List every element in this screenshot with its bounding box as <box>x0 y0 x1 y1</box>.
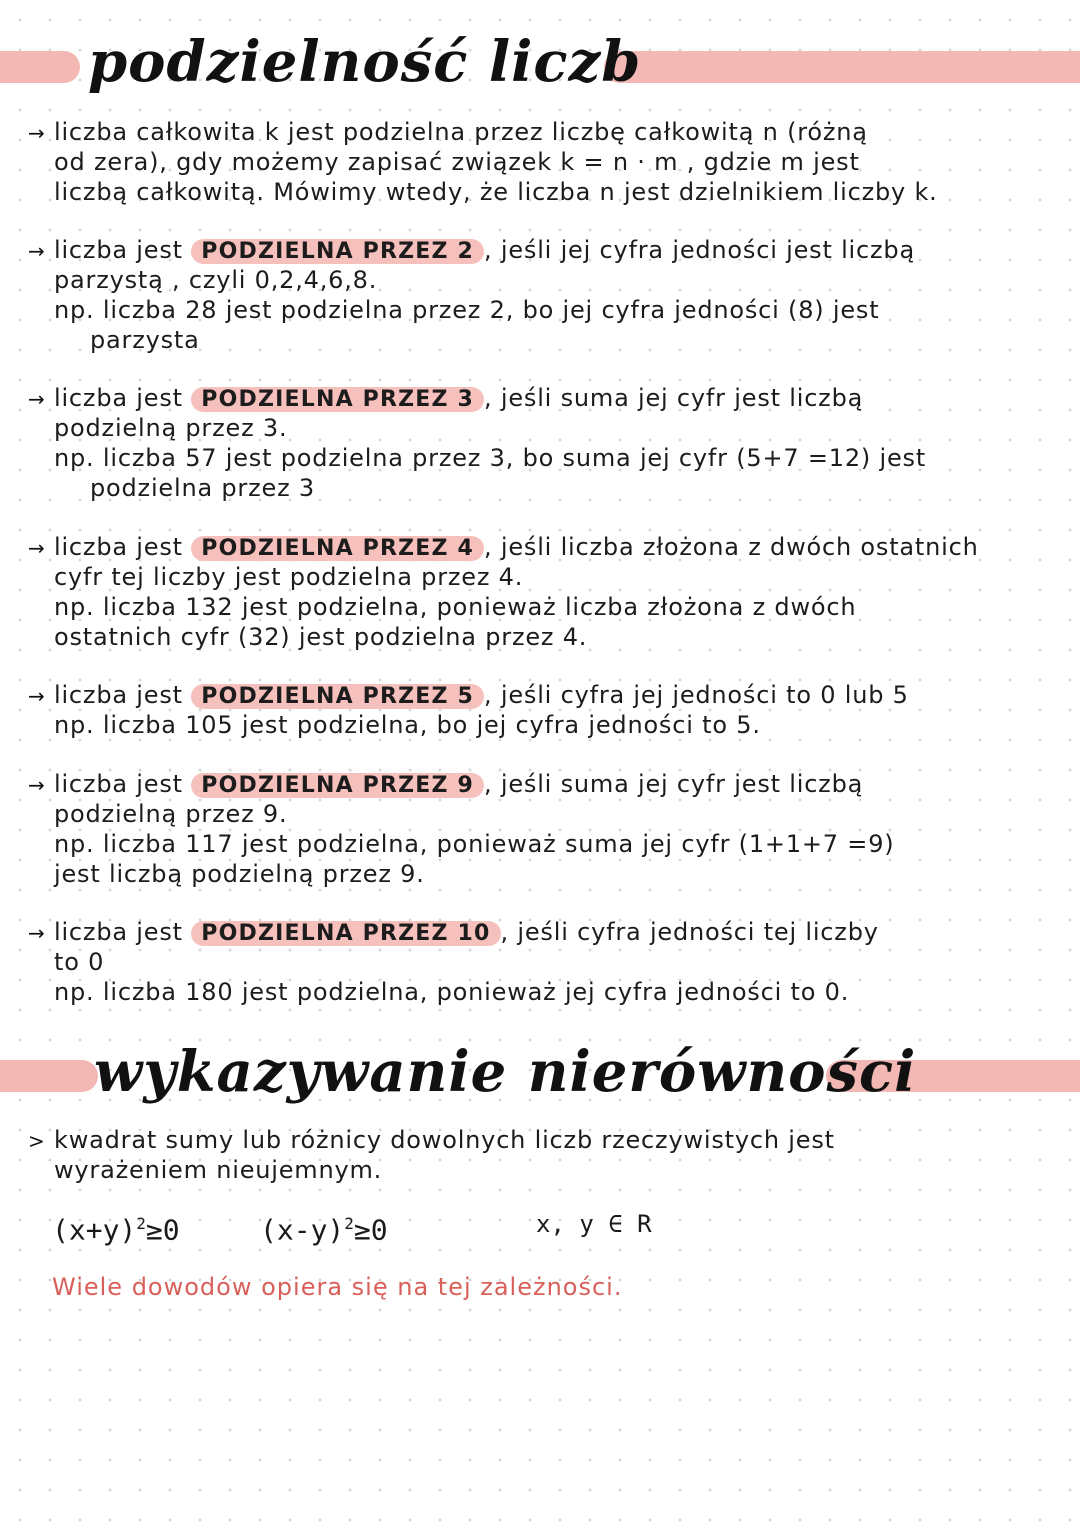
example-text: np. liczba 28 jest podzielna przez 2, bo jej cyfra jedności (8) jest <box>54 296 880 324</box>
example-text: np. liczba 180 jest podzielna, ponieważ jej cyfra jedności to 0. <box>54 978 850 1006</box>
rule-text-after: , jeśli jej cyfra jedności jest liczbą <box>484 236 915 264</box>
rule-line <box>28 295 1068 325</box>
rule-text-before: liczba jest <box>54 918 192 946</box>
proof-note: Wiele dowodów opiera się na tej zależności. <box>52 1273 623 1301</box>
rule-line <box>28 859 1068 889</box>
example-text: ostatnich cyfr (32) jest podzielna przez 4. <box>54 623 588 651</box>
heading-bar-right <box>604 51 1080 83</box>
example-text: podzielna przez 3 <box>90 474 315 502</box>
rule-line <box>28 413 1068 443</box>
rule-line <box>28 325 1068 355</box>
rule-line <box>28 473 1068 503</box>
rule-square-nonnegative <box>28 1125 1068 1185</box>
rule-line <box>28 977 1068 1007</box>
rule-text-before: liczba jest <box>54 533 192 561</box>
example-text: np. liczba 57 jest podzielna przez 3, bo suma jej cyfr (5+7 =12) jest <box>54 444 927 472</box>
rule-line <box>28 117 1068 147</box>
example-text: np. liczba 132 jest podzielna, ponieważ liczba złożona z dwóch <box>54 593 857 621</box>
rule-divisible-by-5 <box>28 680 1068 740</box>
arrow-icon: → <box>28 773 46 797</box>
rule-line <box>28 532 1068 562</box>
rule-line <box>28 177 1068 207</box>
rule-text-before: liczba jest <box>54 770 192 798</box>
highlight-divisible-by-5: PODZIELNA PRZEZ 5 <box>191 684 484 709</box>
formulas-row <box>52 1206 1052 1246</box>
rule-line <box>28 443 1068 473</box>
rule-divisibility-definition <box>28 117 1068 207</box>
chevron-right-icon: > <box>28 1129 46 1153</box>
rule-text: kwadrat sumy lub różnicy dowolnych liczb rzeczywistych jest <box>54 1126 835 1154</box>
highlight-divisible-by-4: PODZIELNA PRZEZ 4 <box>191 536 484 561</box>
highlight-divisible-by-3: PODZIELNA PRZEZ 3 <box>191 387 484 412</box>
rule-text-after: , jeśli cyfra jej jedności to 0 lub 5 <box>484 681 909 709</box>
rule-text: wyrażeniem nieujemnym. <box>54 1156 383 1184</box>
highlight-divisible-by-2: PODZIELNA PRZEZ 2 <box>191 239 484 264</box>
highlight-divisible-by-9: PODZIELNA PRZEZ 9 <box>191 773 484 798</box>
rule-text-before: liczba jest <box>54 384 192 412</box>
rule-text: cyfr tej liczby jest podzielna przez 4. <box>54 563 524 591</box>
rule-line <box>28 1125 1068 1155</box>
rule-line <box>28 265 1068 295</box>
example-text: jest liczbą podzielną przez 9. <box>54 860 425 888</box>
rule-line <box>28 710 1068 740</box>
rule-line <box>28 829 1068 859</box>
example-text: np. liczba 105 jest podzielna, bo jej cyfra jedności to 5. <box>54 711 761 739</box>
rule-divisible-by-10 <box>28 917 1068 1007</box>
formula-difference-square: $(x-y)^2\ge 0$ <box>260 1213 388 1247</box>
rule-divisible-by-2 <box>28 235 1068 355</box>
rule-line <box>28 947 1068 977</box>
rule-divisible-by-9 <box>28 769 1068 889</box>
example-text: np. liczba 117 jest podzielna, ponieważ suma jej cyfr (1+1+7 =9) <box>54 830 895 858</box>
arrow-icon: → <box>28 387 46 411</box>
rule-divisible-by-4 <box>28 532 1068 652</box>
rule-line <box>28 1155 1068 1185</box>
arrow-icon: → <box>28 684 46 708</box>
rule-line <box>28 562 1068 592</box>
rule-text-before: liczba jest <box>54 236 192 264</box>
arrow-icon: → <box>28 921 46 945</box>
rule-text-after: , jeśli suma jej cyfr jest liczbą <box>484 384 864 412</box>
formula-domain: x, y ∈ R <box>536 1210 652 1238</box>
rule-text: od zera), gdy możemy zapisać związek k = n · m , gdzie m jest <box>54 148 860 176</box>
heading-bar-left <box>0 1060 98 1092</box>
example-text: parzysta <box>90 326 200 354</box>
rule-text: podzielną przez 9. <box>54 800 288 828</box>
arrow-icon: → <box>28 536 46 560</box>
rule-text-after: , jeśli suma jej cyfr jest liczbą <box>484 770 864 798</box>
rule-text-after: , jeśli liczba złożona z dwóch ostatnich <box>484 533 979 561</box>
heading-bar-left <box>0 51 80 83</box>
rule-line <box>28 917 1068 947</box>
section1-title: podzielność liczb <box>88 29 642 95</box>
arrow-icon: → <box>28 239 46 263</box>
rule-text-before: liczba jest <box>54 681 192 709</box>
rule-line <box>28 769 1068 799</box>
rule-text-after: , jeśli cyfra jedności tej liczby <box>500 918 879 946</box>
rule-line <box>28 592 1068 622</box>
section2-title: wykazywanie nierówności <box>94 1039 917 1105</box>
rule-line <box>28 799 1068 829</box>
rule-text: to 0 <box>54 948 105 976</box>
rule-line <box>28 680 1068 710</box>
highlight-divisible-by-10: PODZIELNA PRZEZ 10 <box>191 921 500 946</box>
rule-line <box>28 147 1068 177</box>
rule-text: parzystą , czyli 0,2,4,6,8. <box>54 266 378 294</box>
rule-text: podzielną przez 3. <box>54 414 288 442</box>
rule-line <box>28 235 1068 265</box>
rule-divisible-by-3 <box>28 383 1068 503</box>
rule-text: liczba całkowita k jest podzielna przez liczbę całkowitą n (różną <box>54 118 868 146</box>
rule-text: liczbą całkowitą. Mówimy wtedy, że liczba n jest dzielnikiem liczby k. <box>54 178 938 206</box>
arrow-icon: → <box>28 121 46 145</box>
rule-line <box>28 383 1068 413</box>
formula-sum-square: $(x+y)^2\ge 0$ <box>52 1213 180 1247</box>
rule-line <box>28 622 1068 652</box>
